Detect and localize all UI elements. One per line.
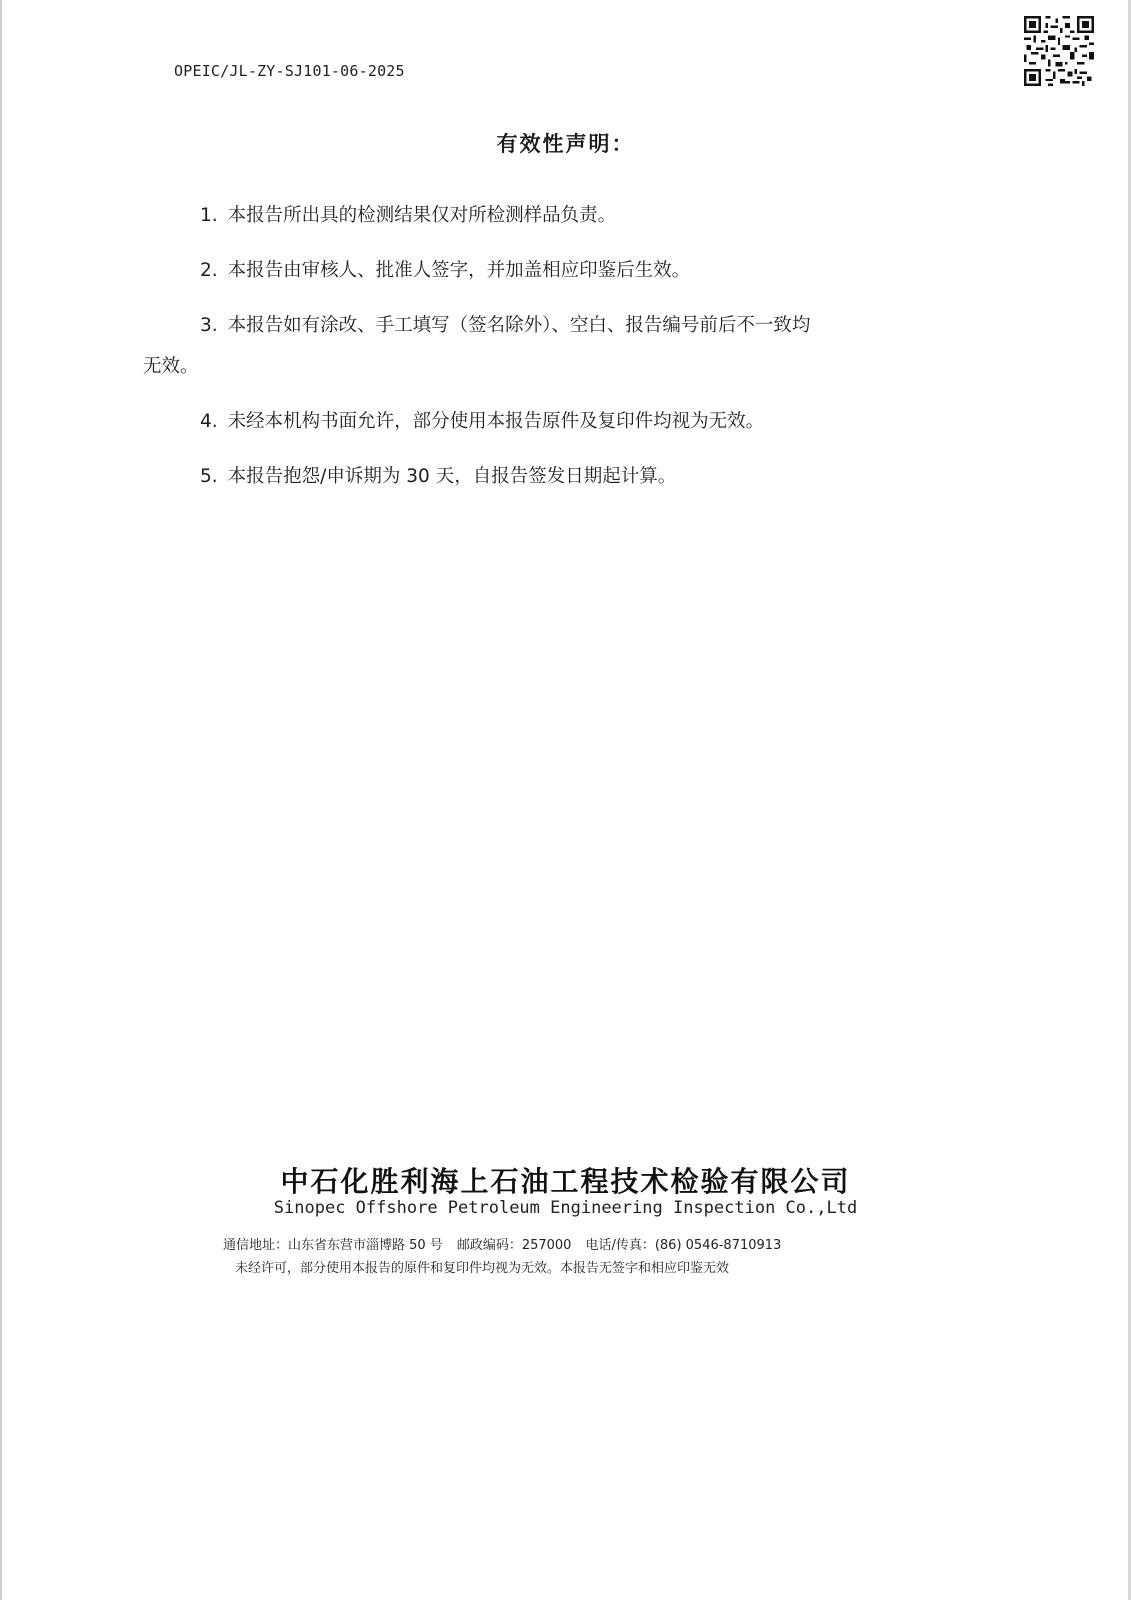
document-code: OPEIC/JL-ZY-SJ101-06-2025 (174, 62, 405, 80)
company-name-en: Sinopec Offshore Petroleum Engineering Inspection Co.,Ltd (273, 1198, 858, 1218)
list-item (200, 311, 810, 337)
clause-number: 3. (200, 315, 218, 336)
clause-text: 本报告如有涂改、手工填写（签名除外）、空白、报告编号前后不一致均 (227, 315, 811, 336)
list-item (200, 462, 676, 488)
clause-text: 未经本机构书面允许，部分使用本报告原件及复印件均视为无效。 (227, 411, 765, 432)
clause-number: 2. (200, 260, 218, 281)
page-edge-left (0, 0, 2, 1600)
list-item (200, 407, 764, 433)
clause-text: 本报告由审核人、批准人签字，并加盖相应印鉴后生效。 (227, 260, 691, 281)
clause-number: 1. (200, 205, 218, 226)
list-item (200, 201, 616, 227)
page-title: 有效性声明： (496, 132, 635, 156)
clause-text: 本报告所出具的检测结果仅对所检测样品负责。 (227, 205, 617, 226)
clause-text: 本报告抱怨/申诉期为 30 天，自报告签发日期起计算。 (227, 466, 677, 487)
company-name-cn: 中石化胜利海上石油工程技术检验有限公司 (280, 1165, 851, 1198)
phone-text: 电话/传真：(86) 0546-8710913 (585, 1238, 782, 1253)
usage-notice: 未经许可，部分使用本报告的原件和复印件均视为无效。本报告无签字和相应印鉴无效 (235, 1261, 730, 1276)
postcode-text: 邮政编码：257000 (456, 1238, 572, 1253)
qr-code-icon (1024, 16, 1094, 86)
address-text: 通信地址：山东省东营市淄博路 50 号 (223, 1238, 443, 1253)
contact-line (223, 1234, 781, 1253)
clause-number: 4. (200, 411, 218, 432)
list-item (200, 256, 690, 282)
clause-continuation: 无效。 (143, 356, 199, 377)
clause-number: 5. (200, 466, 218, 487)
